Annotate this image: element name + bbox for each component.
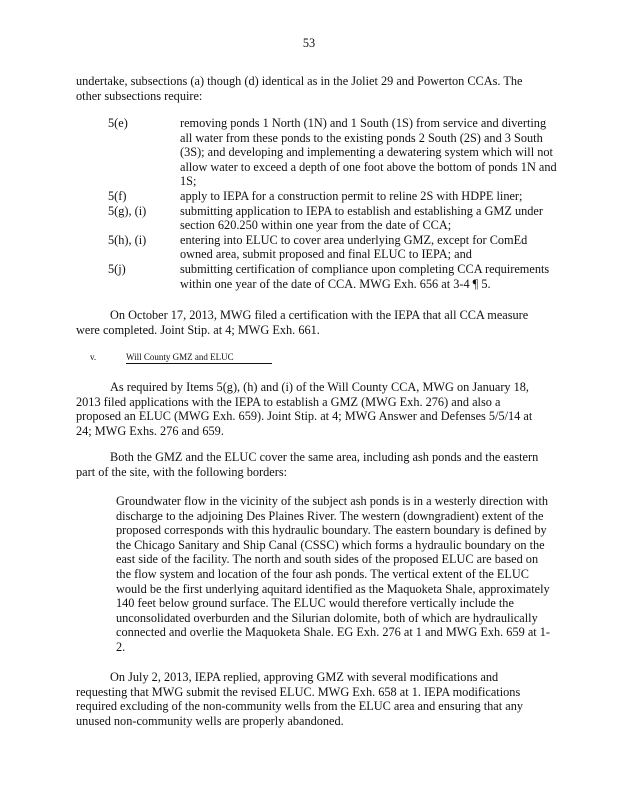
- section-title: Will County GMZ and ELUC: [126, 352, 272, 364]
- requirement-code: 5(f): [108, 188, 127, 203]
- requirement-text: entering into ELUC to cover area underlying GMZ, except for ComEd owned area, submit proposed and final ELUC to IEPA; and: [180, 232, 528, 262]
- requirement-code: 5(j): [108, 261, 126, 276]
- requirement-item: [108, 233, 558, 262]
- page-number: 53: [302, 36, 316, 50]
- requirement-code: 5(g), (i): [108, 203, 147, 218]
- section-number: v.: [90, 352, 97, 362]
- requirement-code: 5(h), (i): [108, 232, 147, 247]
- requirement-item: [108, 204, 558, 233]
- intro-paragraph: undertake, subsections (a) though (d) identical as in the Joliet 29 and Powerton CCAs. The other subsections require:: [76, 74, 523, 103]
- requirement-item: [108, 116, 558, 189]
- requirement-text: removing ponds 1 North (1N) and 1 South (1S) from service and diverting all water from these ponds to the existing ponds 2 South (2S) and 3 South (3S); and developing and implementing a dewatering system which will not allow water to exceed a depth of one foot above the bottom of ponds 1N and 1S;: [180, 116, 557, 189]
- requirement-text: submitting application to IEPA to establish and establishing a GMZ under section 620.250 within one year from the date of CCA;: [180, 203, 543, 233]
- iepa-reply-paragraph: On July 2, 2013, IEPA replied, approving GMZ with several modifications and requesting that MWG submit the revised ELUC. MWG Exh. 658 at 1. IEPA modifications required excluding of the non-community wells from the ELUC area and ensuring that any unused non-community wells are properly abandoned.: [76, 670, 523, 728]
- requirement-item: [108, 262, 558, 291]
- requirement-text: apply to IEPA for a construction permit to reline 2S with HDPE liner;: [180, 188, 523, 203]
- certification-paragraph: On October 17, 2013, MWG filed a certification with the IEPA that all CCA measure were completed. Joint Stip. at 4; MWG Exh. 661.: [76, 308, 529, 337]
- block-quote: Groundwater flow in the vicinity of the subject ash ponds is in a westerly direction with discharge to the adjoining Des Plaines River. The western (downgradient) extent of the proposed corresponds with this hydraulic boundary. The eastern boundary is defined by the Chicago Sanitary and Ship Canal (CSSC) which forms a hydraulic boundary on the east side of the facility. The north and south sides of the proposed ELUC are based on the flow system and location of the four ash ponds. The vertical extent of the ELUC would be the first underlying aquitard identified as the Maquoketa Shale, approximately 140 feet below ground surface. The ELUC would therefore vertically include the unconsolidated overburden and the Silurian dolomite, both of which are hydraulically connected and overlie the Maquoketa Shale. EG Exh. 276 at 1 and MWG Exh. 659 at 1-2.: [116, 494, 551, 654]
- section-heading: [90, 352, 272, 364]
- requirement-item: [108, 189, 558, 204]
- requirement-text: submitting certification of compliance upon completing CCA requirements within one year of the date of CCA. MWG Exh. 656 at 3-4 ¶ 5.: [180, 261, 550, 291]
- gmz-application-paragraph: As required by Items 5(g), (h) and (i) of the Will County CCA, MWG on January 18, 2013 filed applications with the IEPA to establish a GMZ (MWG Exh. 276) and also a proposed an ELUC (MWG Exh. 659). Joint Stip. at 4; MWG Answer and Defenses 5/5/14 at 24; MWG Exhs. 276 and 659.: [76, 380, 533, 438]
- requirements-list: [108, 116, 558, 291]
- requirement-code: 5(e): [108, 116, 128, 130]
- borders-paragraph: Both the GMZ and the ELUC cover the same area, including ash ponds and the eastern part of the site, with the following borders:: [76, 450, 539, 479]
